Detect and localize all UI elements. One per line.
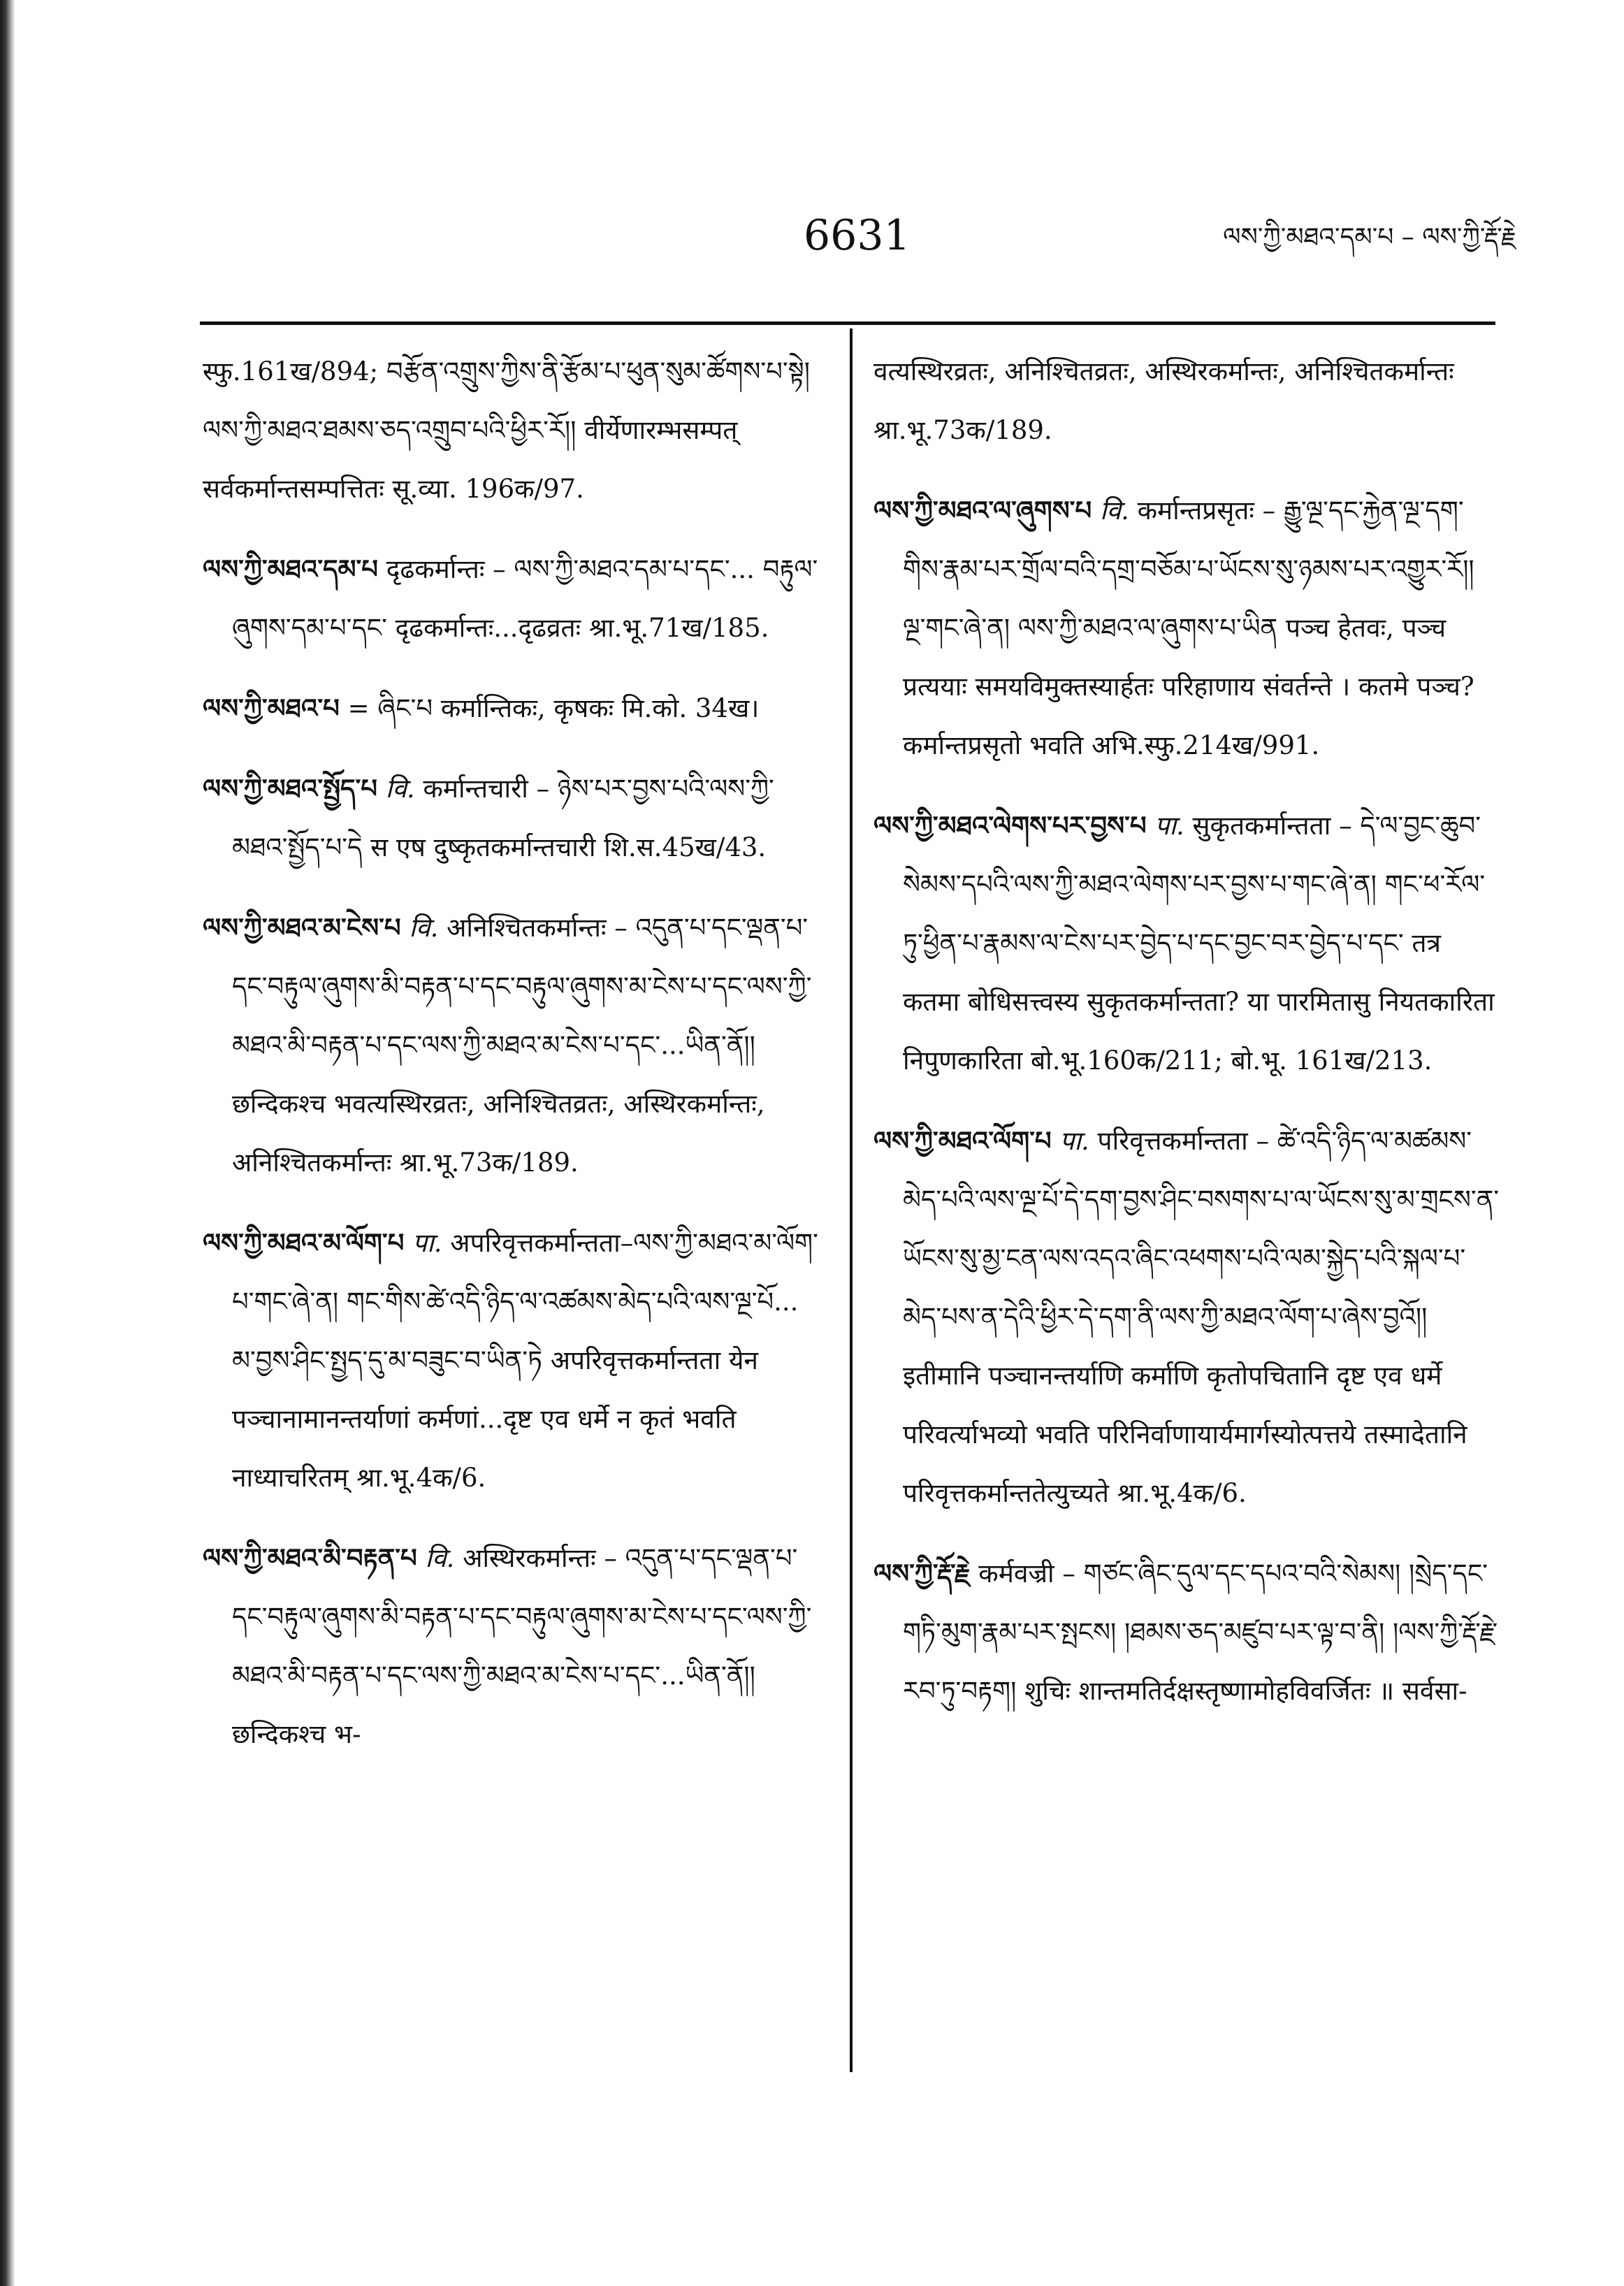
entry-headword: ལས་ཀྱི་རྡོ་རྗེ [873, 1558, 971, 1589]
dictionary-entry [203, 679, 825, 738]
dictionary-entry [203, 1213, 825, 1507]
entry-headword: ལས་ཀྱི་མཐའ་དམ་པ [203, 554, 378, 584]
entry-text: अनिश्चितकर्मान्तः – འདུན་པ་དང་ལྡན་པ་དང་བརྟུལ་ཞུགས་མི་བརྟན་པ་དང་བརྟུལ་ཞུགས་མ་ངེས་པ་དང་ལས་ཀྱི་མཐའ་མི་བརྟན་པ་དང་ལས་ཀྱི་མཐའ་མ་ངེས་པ་དང་...ཡིན་ནོ།། छन्दिकश्च भवत्यस्थिरव्रतः, अनिश्चितव्रतः, अस्थिरकर्मान्तः, अनिश्चितकर्मान्तः श्रा.भू.73क/189. [232, 913, 812, 1178]
entry-text: कर्मान्तप्रसृतः – རྒྱུ་ལྔ་དང་རྐྱེན་ལྔ་དག་གིས་རྣམ་པར་གྲོལ་བའི་དགྲ་བཅོམ་པ་ཡོངས་སུ་ཉམས་པར་འགྱུར་རོ།། ལྔ་གང་ཞེ་ན། ལས་ཀྱི་མཐའ་ལ་ཞུགས་པ་ཡིན पञ्च हेतवः, पञ्च प्रत्ययाः समयविमुक्तस्यार्हतः परिहाणाय संवर्तन्ते । कतमे पञ्च? कर्मान्तप्रसृतो भवति अभि.स्फु.214ख/991. [903, 495, 1474, 760]
scan-edge [0, 0, 15, 2286]
dictionary-entry [203, 759, 825, 877]
entry-headword: ལས་ཀྱི་མཐའ་ལ་ཞུགས་པ [873, 495, 1092, 526]
entry-headword: ལས་ཀྱི་མཐའ་སྤྱོད་པ [203, 773, 377, 804]
dictionary-entry [873, 481, 1502, 775]
entry-headword: ལས་ཀྱི་མཐའ་པ [203, 693, 340, 723]
entry-headword: ལས་ཀྱི་མཐའ་མི་བརྟན་པ [203, 1542, 417, 1573]
left-column [203, 342, 825, 2271]
entry-grammar-label: वि. [425, 1543, 455, 1573]
dictionary-entry [203, 1528, 825, 1764]
dictionary-entry [203, 342, 825, 519]
dictionary-entry [873, 342, 1502, 460]
entry-text: अस्थिरकर्मान्तः – འདུན་པ་དང་ལྡན་པ་དང་བརྟུལ་ཞུགས་མི་བརྟན་པ་དང་བརྟུལ་ཞུགས་མ་ངེས་པ་དང་ལས་ཀྱི་མཐའ་མི་བརྟན་པ་དང་ལས་ཀྱི་མཐའ་མ་ངེས་པ་དང་...ཡིན་ནོ།། छन्दिकश्च भ- [232, 1543, 812, 1749]
dictionary-entry [203, 898, 825, 1192]
column-divider [850, 328, 853, 2072]
entry-headword: ལས་ཀྱི་མཐའ་ལེགས་པར་བྱས་པ [873, 810, 1147, 841]
right-column [873, 342, 1502, 2271]
header-rule [200, 321, 1495, 325]
entry-grammar-label: वि. [409, 913, 439, 943]
dictionary-entry [873, 1111, 1502, 1523]
entry-grammar-label: पा. [1154, 811, 1184, 841]
entry-text: = ཞིང་པ कर्मान्तिकः, कृषकः मि.को. 34ख। [347, 693, 760, 723]
entry-text: वत्यस्थिरव्रतः, अनिश्चितव्रतः, अस्थिरकर्मान्तः, अनिश्चितकर्मान्तः श्रा.भू.73क/189. [873, 356, 1454, 445]
entry-text: परिवृत्तकर्मान्तता – ཚེ་འདི་ཉིད་ལ་མཚམས་མེད་པའི་ལས་ལྔ་པོ་དེ་དག་བྱས་ཤིང་བསགས་པ་ལ་ཡོངས་སུ་མ་གྲངས་ན་ཡོངས་སུ་མྱ་ངན་ལས་འདའ་ཞིང་འཕགས་པའི་ལམ་སྐྱེད་པའི་སྐལ་པ་མེད་པས་ན་དེའི་ཕྱིར་དེ་དག་ནི་ལས་ཀྱི་མཐའ་ལོག་པ་ཞེས་བྱའོ།། इतीमानि पञ्चानन्तर्याणि कर्माणि कृतोपचितानि दृष्ट एव धर्मे परिवर्त्याभव्यो भवति परिनिर्वाणायार्यमार्गस्योत्पत्तये तस्मादेतानि परिवृत्तकर्मान्ततेत्युच्यते श्रा.भू.4क/6. [903, 1126, 1500, 1508]
entry-text: कर्मवज्री – གཙང་ཞིང་དུལ་དང་དཔའ་བའི་སེམས། །སྲེད་དང་གཏི་མུག་རྣམ་པར་སྤངས། །ཐམས་ཅད་མཛུབ་པར་ལྟ་བ་ནི། །ལས་ཀྱི་རྡོ་རྗེ་རབ་ཏུ་བརྟག། शुचिः शान्तमतिर्दक्षस्तृष्णामोहविवर्जितः ॥ सर्वसा- [903, 1558, 1498, 1706]
dictionary-entry [203, 540, 825, 658]
entry-grammar-label: वि. [1099, 495, 1129, 526]
entry-grammar-label: वि. [385, 774, 415, 804]
dictionary-entry [873, 1544, 1502, 1721]
entry-text: कर्मान्तचारी – ཉེས་པར་བྱས་པའི་ལས་ཀྱི་མཐའ་སྤྱོད་པ་དེ स एष दुष्कृतकर्मान्तचारी शि.स.45ख/43. [232, 774, 774, 862]
entry-text: स्फु.161ख/894; བརྩོན་འགྲུས་ཀྱིས་ནི་རྩོམ་པ་ཕུན་སུམ་ཚོགས་པ་སྟེ། ལས་ཀྱི་མཐའ་ཐམས་ཅད་འགྲུབ་པའི་ཕྱིར་རོ།། वीर्येणारम्भसम्पत् सर्वकर्मान्तसम्पत्तितः सू.व्या. 196क/97. [203, 356, 810, 504]
dictionary-entry [873, 796, 1502, 1090]
entry-headword: ལས་ཀྱི་མཐའ་མ་ལོག་པ [203, 1227, 405, 1258]
entry-headword: ལས་ཀྱི་མཐའ་མ་ངེས་པ [203, 912, 401, 943]
entry-grammar-label: पा. [412, 1228, 442, 1258]
entry-text: अपरिवृत्तकर्मान्तता–ལས་ཀྱི་མཐའ་མ་ལོག་པ་གང་ཞེ་ན། གང་གིས་ཚེ་འདི་ཉིད་ལ་འཚམས་མེད་པའི་ལས་ལྔ་པོ... མ་བྱས་ཤིང་སྤྱད་དུ་མ་བཟུང་བ་ཡིན་ཏེ अपरिवृत्तकर्मान्तता येन पञ्चानामानन्तर्याणां कर्मणां...दृष्ट एव धर्मे न कृतं भवति नाध्याचरितम् श्रा.भू.4क/6. [232, 1228, 818, 1493]
entry-text: सुकृतकर्मान्तता – དེ་ལ་བྱང་ཆུབ་སེམས་དཔའི་ལས་ཀྱི་མཐའ་ལེགས་པར་བྱས་པ་གང་ཞེ་ན། གང་ཕ་རོལ་ཏུ་ཕྱིན་པ་རྣམས་ལ་ངེས་པར་བྱེད་པ་དང་བྱང་བར་བྱེད་པ་དང་ तत्र कतमा बोधिसत्त्वस्य सुकृतकर्मान्तता? या पारमितासु नियतकारिता निपुणकारिता बो.भू.160क/211; बो.भू. 161ख/213. [903, 811, 1495, 1076]
entry-grammar-label: पा. [1059, 1126, 1089, 1156]
entry-headword: ལས་ཀྱི་མཐའ་ལོག་པ [873, 1125, 1052, 1156]
entry-text: दृढकर्मान्तः – ལས་ཀྱི་མཐའ་དམ་པ་དང་... བརྟུལ་ཞུགས་དམ་པ་དང་ दृढकर्मान्तः...दृढव्रतः श्रा.भू.71ख/185. [232, 554, 818, 643]
running-head: ལས་ཀྱི་མཐའ་དམ་པ – ལས་ཀྱི་རྡོ་རྗེ [1223, 223, 1516, 252]
page-number: 6631 [804, 211, 911, 260]
